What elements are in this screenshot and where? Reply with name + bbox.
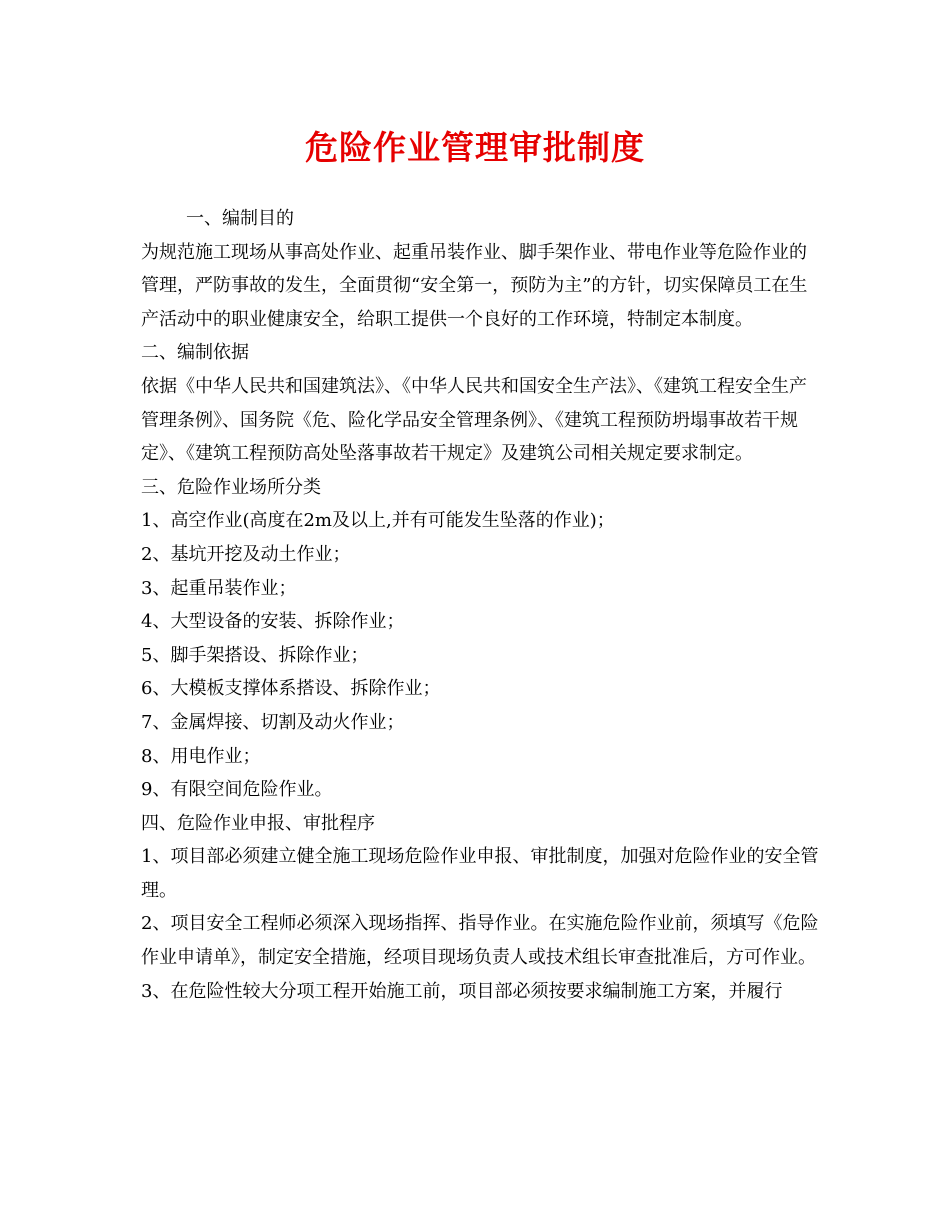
section-heading: 四、危险作业申报、审批程序: [141, 812, 375, 834]
list-item: 9、有限空间危险作业。: [141, 779, 333, 801]
list-item: 2、基坑开挖及动土作业；: [141, 543, 351, 565]
list-item: 3、在危险性较大分项工程开始施工前，项目部必须按要求编制施工方案，并履行: [141, 980, 783, 1002]
list-item: 7、金属焊接、切割及动火作业；: [141, 711, 405, 733]
paragraph: 为规范施工现场从事高处作业、起重吊装作业、脚手架作业、带电作业等危险作业的管理，严防事故的发生，全面贯彻“安全第一，预防为主”的方针，切实保障员工在生产活动中的职业健康安全，给职工提供一个良好的工作环境，特制定本制度。: [141, 241, 808, 330]
list-item: 1、项目部必须建立健全施工现场危险作业申报、审批制度，加强对危险作业的安全管理。: [141, 846, 819, 901]
document-title: 危险作业管理审批制度: [305, 128, 645, 167]
list-item: 4、大型设备的安装、拆除作业；: [141, 611, 405, 633]
list-item: 2、项目安全工程师必须深入现场指挥、指导作业。在实施危险作业前，须填写《危险作业申请单》，制定安全措施，经项目现场负责人或技术组长审查批准后，方可作业。: [141, 913, 819, 969]
list-item: 1、高空作业(高度在2m及以上,并有可能发生坠落的作业)；: [141, 510, 615, 532]
list-item: 6、大模板支撑体系搭设、拆除作业；: [141, 678, 441, 700]
list-item: 5、脚手架搭设、拆除作业；: [141, 644, 369, 666]
section-heading: 二、编制依据: [141, 342, 249, 364]
section-heading: 一、编制目的: [186, 208, 294, 229]
section-heading: 三、危险作业场所分类: [141, 476, 321, 498]
document-body: [141, 202, 821, 1008]
list-item: 3、起重吊装作业；: [141, 577, 297, 599]
list-item: 8、用电作业；: [141, 745, 261, 767]
paragraph: 依据《中华人民共和国建筑法》、《中华人民共和国安全生产法》、《建筑工程安全生产管理条例》、国务院《危、险化学品安全管理条例》、《建筑工程预防坍塌事故若干规定》、《建筑工程预防高处坠落事故若干规定》及建筑公司相关规定要求制定。: [141, 375, 807, 465]
